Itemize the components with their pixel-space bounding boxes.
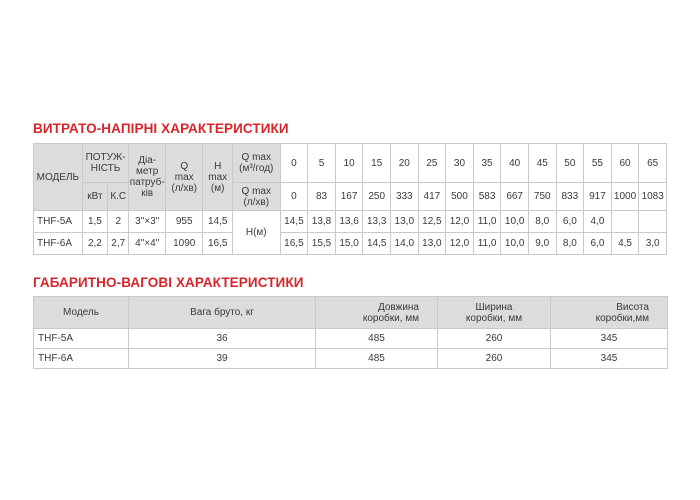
h-cell: 6,0 bbox=[556, 211, 584, 233]
h-cell: 9,0 bbox=[528, 233, 556, 255]
q-lmin-cell: 583 bbox=[473, 183, 501, 211]
header-qmax-m3h: Q max (м³/год) bbox=[232, 144, 280, 183]
q-lmin-cell: 667 bbox=[501, 183, 529, 211]
header-model: Модель bbox=[34, 297, 129, 329]
header-weight: Вага бруто, кг bbox=[129, 297, 316, 329]
h-cell: 8,0 bbox=[556, 233, 584, 255]
power-kw-cell: 2,2 bbox=[82, 233, 107, 255]
h-cell: 11,0 bbox=[473, 211, 501, 233]
header-model: МОДЕЛЬ bbox=[34, 144, 83, 211]
h-cell: 13,6 bbox=[335, 211, 363, 233]
h-cell: 10,0 bbox=[501, 211, 529, 233]
diameter-cell: 3"×3" bbox=[129, 211, 166, 233]
height-cell: 345 bbox=[551, 329, 668, 349]
q-lmin-cell: 250 bbox=[363, 183, 391, 211]
q-lmin-cell: 167 bbox=[335, 183, 363, 211]
table-row bbox=[34, 329, 668, 349]
q-lmin-cell: 417 bbox=[418, 183, 446, 211]
q-lmin-cell: 833 bbox=[556, 183, 584, 211]
q-m3h-cell: 15 bbox=[363, 144, 391, 183]
header-hmax: H max (м) bbox=[203, 144, 232, 211]
h-cell: 14,0 bbox=[390, 233, 418, 255]
section-title-performance: ВИТРАТО-НАПІРНІ ХАРАКТЕРИСТИКИ bbox=[33, 121, 289, 136]
q-lmin-cell: 750 bbox=[528, 183, 556, 211]
power-kc-cell: 2,7 bbox=[108, 233, 129, 255]
h-cell: 11,0 bbox=[473, 233, 501, 255]
h-cell: 14,5 bbox=[363, 233, 391, 255]
h-cell bbox=[639, 211, 667, 233]
q-m3h-cell: 50 bbox=[556, 144, 584, 183]
q-lmin-cell: 500 bbox=[446, 183, 474, 211]
header-power-kc: К.С bbox=[108, 183, 129, 211]
q-m3h-cell: 45 bbox=[528, 144, 556, 183]
model-cell: THF-5A bbox=[34, 211, 83, 233]
h-cell: 13,0 bbox=[418, 233, 446, 255]
h-cell: 13,8 bbox=[308, 211, 336, 233]
length-cell: 485 bbox=[316, 329, 438, 349]
header-diameter: Діа- метр патруб- ків bbox=[129, 144, 166, 211]
width-cell: 260 bbox=[438, 349, 551, 369]
q-m3h-cell: 20 bbox=[390, 144, 418, 183]
q-lmin-cell: 1000 bbox=[611, 183, 639, 211]
q-m3h-cell: 65 bbox=[639, 144, 667, 183]
length-cell: 485 bbox=[316, 349, 438, 369]
h-cell: 16,5 bbox=[280, 233, 308, 255]
power-kc-cell: 2 bbox=[108, 211, 129, 233]
model-cell: THF-6A bbox=[34, 233, 83, 255]
h-cell: 12,0 bbox=[446, 233, 474, 255]
h-cell: 13,0 bbox=[390, 211, 418, 233]
table-row bbox=[34, 349, 668, 369]
q-m3h-cell: 35 bbox=[473, 144, 501, 183]
q-m3h-cell: 40 bbox=[501, 144, 529, 183]
width-cell: 260 bbox=[438, 329, 551, 349]
q-m3h-cell: 5 bbox=[308, 144, 336, 183]
q-lmin-cell: 917 bbox=[584, 183, 612, 211]
header-height: Висота коробки,мм bbox=[551, 297, 668, 329]
table-row bbox=[34, 233, 667, 255]
h-cell: 4,5 bbox=[611, 233, 639, 255]
dimensions-table bbox=[33, 296, 668, 369]
performance-table bbox=[33, 143, 667, 255]
h-cell: 3,0 bbox=[639, 233, 667, 255]
header-qmax-lmin: Q max (л/хв) bbox=[232, 183, 280, 211]
section-title-dimensions: ГАБАРИТНО-ВАГОВІ ХАРАКТЕРИСТИКИ bbox=[33, 275, 304, 290]
h-cell: 14,5 bbox=[280, 211, 308, 233]
h-cell: 13,3 bbox=[363, 211, 391, 233]
q-lmin-cell: 83 bbox=[308, 183, 336, 211]
qmax-cell: 1090 bbox=[165, 233, 203, 255]
h-cell: 6,0 bbox=[584, 233, 612, 255]
h-cell: 15,5 bbox=[308, 233, 336, 255]
header-length: Довжина коробки, мм bbox=[316, 297, 438, 329]
qmax-cell: 955 bbox=[165, 211, 203, 233]
h-label: H(м) bbox=[232, 211, 280, 255]
h-cell: 8,0 bbox=[528, 211, 556, 233]
q-m3h-cell: 0 bbox=[280, 144, 308, 183]
q-m3h-cell: 60 bbox=[611, 144, 639, 183]
h-cell bbox=[611, 211, 639, 233]
q-m3h-cell: 25 bbox=[418, 144, 446, 183]
q-m3h-cell: 55 bbox=[584, 144, 612, 183]
header-power: ПОТУЖ- НІСТЬ bbox=[82, 144, 129, 183]
hmax-cell: 14,5 bbox=[203, 211, 232, 233]
q-m3h-cell: 30 bbox=[446, 144, 474, 183]
q-lmin-cell: 0 bbox=[280, 183, 308, 211]
q-lmin-cell: 333 bbox=[390, 183, 418, 211]
h-cell: 4,0 bbox=[584, 211, 612, 233]
height-cell: 345 bbox=[551, 349, 668, 369]
diameter-cell: 4"×4" bbox=[129, 233, 166, 255]
header-width: Ширина коробки, мм bbox=[438, 297, 551, 329]
header-power-kw: кВт bbox=[82, 183, 107, 211]
q-lmin-cell: 1083 bbox=[639, 183, 667, 211]
h-cell: 15,0 bbox=[335, 233, 363, 255]
q-m3h-cell: 10 bbox=[335, 144, 363, 183]
weight-cell: 39 bbox=[129, 349, 316, 369]
model-cell: THF-6A bbox=[34, 349, 129, 369]
table-row bbox=[34, 211, 667, 233]
weight-cell: 36 bbox=[129, 329, 316, 349]
h-cell: 10,0 bbox=[501, 233, 529, 255]
h-cell: 12,0 bbox=[446, 211, 474, 233]
h-cell: 12,5 bbox=[418, 211, 446, 233]
header-qmax: Q max (л/хв) bbox=[165, 144, 203, 211]
model-cell: THF-5A bbox=[34, 329, 129, 349]
hmax-cell: 16,5 bbox=[203, 233, 232, 255]
power-kw-cell: 1,5 bbox=[82, 211, 107, 233]
